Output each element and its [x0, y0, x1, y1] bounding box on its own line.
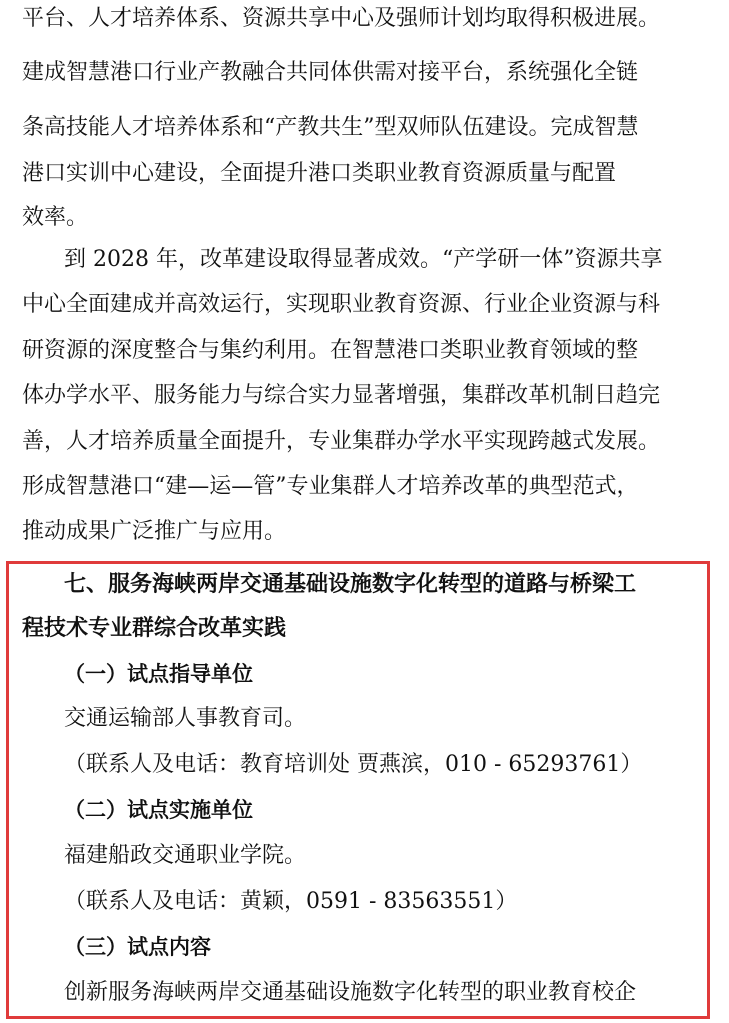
paragraph-line: 体办学水平、服务能力与综合实力显著增强，集群改革机制日趋完 — [22, 383, 661, 408]
paragraph-line: 建成智慧港口行业产教融合共同体供需对接平台，系统强化全链 — [22, 60, 639, 85]
paragraph-line: 到 2028 年，改革建设取得显著成效。“产学研一体”资源共享 — [64, 247, 663, 272]
section-heading: 七、服务海峡两岸交通基础设施数字化转型的道路与桥梁工 — [64, 572, 637, 597]
implementing-unit: 福建船政交通职业学院。 — [64, 843, 307, 868]
paragraph-line: 中心全面建成并高效运行，实现职业教育资源、行业企业资源与科 — [22, 292, 661, 317]
subsection-heading-1: （一）试点指导单位 — [64, 662, 253, 686]
paragraph-line: 推动成果广泛推广与应用。 — [22, 519, 287, 544]
implementing-unit-contact: （联系人及电话：黄颖，0591 - 83563551） — [64, 889, 518, 914]
paragraph-line: 形成智慧港口“建—运—管”专业集群人才培养改革的典型范式， — [22, 474, 639, 499]
paragraph-line: 平台、人才培养体系、资源共享中心及强师计划均取得积极进展。 — [22, 6, 661, 31]
paragraph-line: 研资源的深度整合与集约利用。在智慧港口类职业教育领域的整 — [22, 338, 639, 363]
paragraph-line: 效率。 — [22, 205, 89, 230]
section-heading: 程技术专业群综合改革实践 — [22, 616, 287, 641]
paragraph-line: 条高技能人才培养体系和“产教共生”型双师队伍建设。完成智慧 — [22, 115, 639, 140]
paragraph-line: 港口实训中心建设，全面提升港口类职业教育资源质量与配置 — [22, 161, 617, 186]
guiding-unit-contact: （联系人及电话：教育培训处 贾燕滨，010 - 65293761） — [64, 752, 643, 777]
paragraph-line: 善，人才培养质量全面提升，专业集群办学水平实现跨越式发展。 — [22, 429, 661, 454]
guiding-unit: 交通运输部人事教育司。 — [64, 706, 307, 731]
subsection-heading-2: （二）试点实施单位 — [64, 798, 253, 822]
subsection-heading-3: （三）试点内容 — [64, 935, 211, 959]
pilot-content: 创新服务海峡两岸交通基础设施数字化转型的职业教育校企 — [64, 980, 637, 1005]
